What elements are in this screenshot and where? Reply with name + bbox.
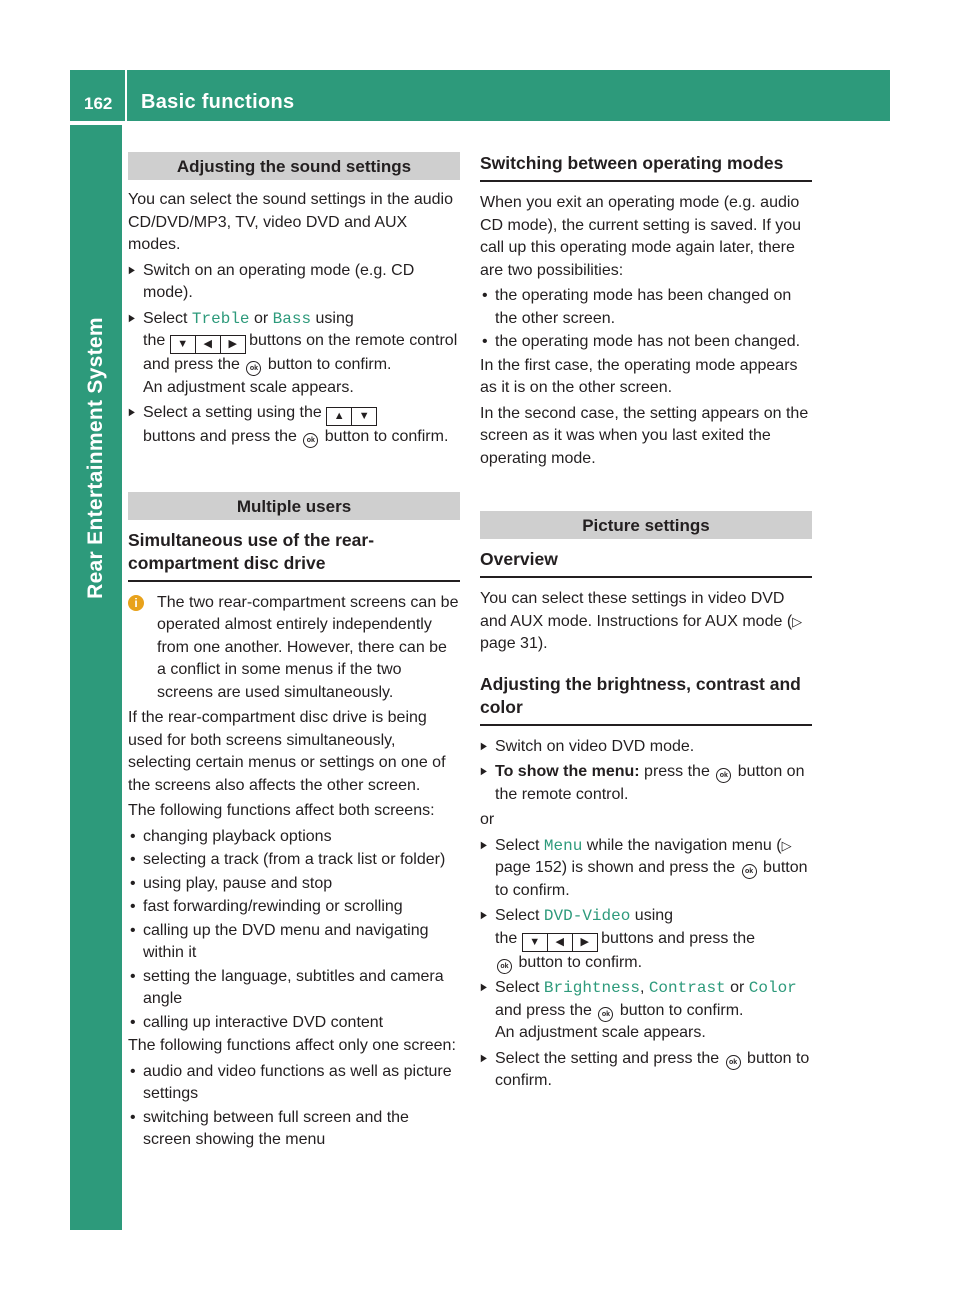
section-heading-multi: Multiple users <box>128 492 460 520</box>
ok-button-icon: ok <box>246 361 261 376</box>
subheading-disc-drive: Simultaneous use of the rear-compartment disc drive <box>128 529 460 582</box>
picture-step-5: ▶ Select Brightness, Contrast or Color and press the ok button to confirm. An adjustment scale appears. <box>480 977 812 1045</box>
both-screens-list <box>128 826 460 1035</box>
sound-step-3: ▶ Select a setting using the ▲ ▼ buttons and press the ok button to confirm. <box>128 402 460 449</box>
page-ref-icon: ▷ <box>781 837 792 853</box>
ok-button-icon: ok <box>716 768 731 783</box>
overview-text: You can select these settings in video DVD and AUX mode. Instructions for AUX mode (▷ page 31). <box>480 590 803 652</box>
side-tab <box>70 125 122 1230</box>
ok-button-icon: ok <box>497 959 512 974</box>
one-screen-list <box>128 1061 460 1152</box>
list-item: • using play, pause and stop <box>128 873 460 896</box>
section-heading-sound: Adjusting the sound settings <box>128 152 460 180</box>
header-divider <box>125 70 127 121</box>
side-tab-label: Rear Entertainment System <box>84 317 107 599</box>
picture-step-4: ▶ Select DVD-Video using the ▼ ◀ ▶ buttons and press the ok button to confirm. <box>480 905 812 974</box>
ok-button-icon: ok <box>598 1007 613 1022</box>
color-option: Color <box>748 979 797 997</box>
sound-intro: You can select the sound settings in the audio CD/DVD/MP3, TV, video DVD and AUX modes. <box>128 191 453 253</box>
page-ref-icon: ▷ <box>792 613 803 629</box>
multi-para-1: If the rear-compartment disc drive is being used for both screens simultaneously, selecting certain menus or settings on one of the screens also affects the other screen. <box>128 709 446 794</box>
right-key-icon: ▶ <box>220 335 246 354</box>
list-item: • the operating mode has not been changed. <box>480 331 812 354</box>
dvd-video-option: DVD-Video <box>543 907 631 925</box>
sound-step-1: ▶ Switch on an operating mode (e.g. CD mode). <box>128 260 460 305</box>
ok-button-icon: ok <box>726 1055 741 1070</box>
contrast-option: Contrast <box>648 979 726 997</box>
info-note: i The two rear-compartment screens can be operated almost entirely independently from one another. However, there can be a conflict in some menus if the two screens are used simultaneously. <box>128 592 460 705</box>
down-key-icon: ▼ <box>522 933 548 952</box>
ok-button-icon: ok <box>303 433 318 448</box>
subheading-switching: Switching between operating modes <box>480 152 812 182</box>
list-item: • audio and video functions as well as picture settings <box>128 1061 460 1106</box>
info-icon: i <box>128 595 144 611</box>
page-number: 162 <box>84 94 113 113</box>
list-item: • calling up the DVD menu and navigating within it <box>128 920 460 965</box>
picture-step-6: ▶ Select the setting and press the ok button to confirm. <box>480 1048 812 1093</box>
left-key-icon: ◀ <box>547 933 573 952</box>
switch-para-2: In the first case, the operating mode appears as it is on the other screen. <box>480 356 798 396</box>
ok-button-icon: ok <box>742 864 757 879</box>
multi-para-3: The following functions affect only one screen: <box>128 1037 456 1054</box>
list-item: • selecting a track (from a track list or folder) <box>128 849 460 872</box>
down-key-icon: ▼ <box>170 335 196 354</box>
list-item: • calling up interactive DVD content <box>128 1012 460 1035</box>
left-key-icon: ◀ <box>195 335 221 354</box>
list-item: • the operating mode has been changed on the other screen. <box>480 285 812 330</box>
down-key-icon: ▼ <box>351 407 377 426</box>
brightness-option: Brightness <box>543 979 640 997</box>
sound-step-2: ▶ Select Treble or Bass using the ▼ ◀ ▶ buttons on the remote control and press the ok button to confirm. An adjustment scale appears. <box>128 308 460 400</box>
switch-para-1: When you exit an operating mode (e.g. audio CD mode), the current setting is saved. If you call up this operating mode again later, there are two possibilities: <box>480 194 802 279</box>
section-heading-picture: Picture settings <box>480 511 812 539</box>
right-column <box>480 152 812 1096</box>
menu-option: Menu <box>543 836 583 855</box>
bass-option: Bass <box>272 309 312 328</box>
multi-para-2: The following functions affect both screens: <box>128 802 435 819</box>
right-key-icon: ▶ <box>572 933 598 952</box>
or-text: or <box>480 811 495 828</box>
page-title: Basic functions <box>141 91 295 113</box>
list-item: • setting the language, subtitles and camera angle <box>128 966 460 1011</box>
subheading-overview: Overview <box>480 548 812 578</box>
left-column <box>128 152 460 1153</box>
subheading-brightness: Adjusting the brightness, contrast and color <box>480 673 812 726</box>
up-key-icon: ▲ <box>326 407 352 426</box>
switch-para-3: In the second case, the setting appears on the screen as it was when you last exited the operating mode. <box>480 404 809 467</box>
list-item: • changing playback options <box>128 826 460 849</box>
treble-option: Treble <box>191 309 250 328</box>
picture-step-3: ▶ Select Menu while the navigation menu (▷ page 152) is shown and press the ok button to confirm. <box>480 835 812 903</box>
list-item: • switching between full screen and the screen showing the menu <box>128 1107 460 1152</box>
list-item: • fast forwarding/rewinding or scrolling <box>128 896 460 919</box>
picture-step-1: ▶ Switch on video DVD mode. <box>480 736 812 759</box>
picture-step-2: ▶ To show the menu: press the ok button on the remote control. <box>480 761 812 806</box>
